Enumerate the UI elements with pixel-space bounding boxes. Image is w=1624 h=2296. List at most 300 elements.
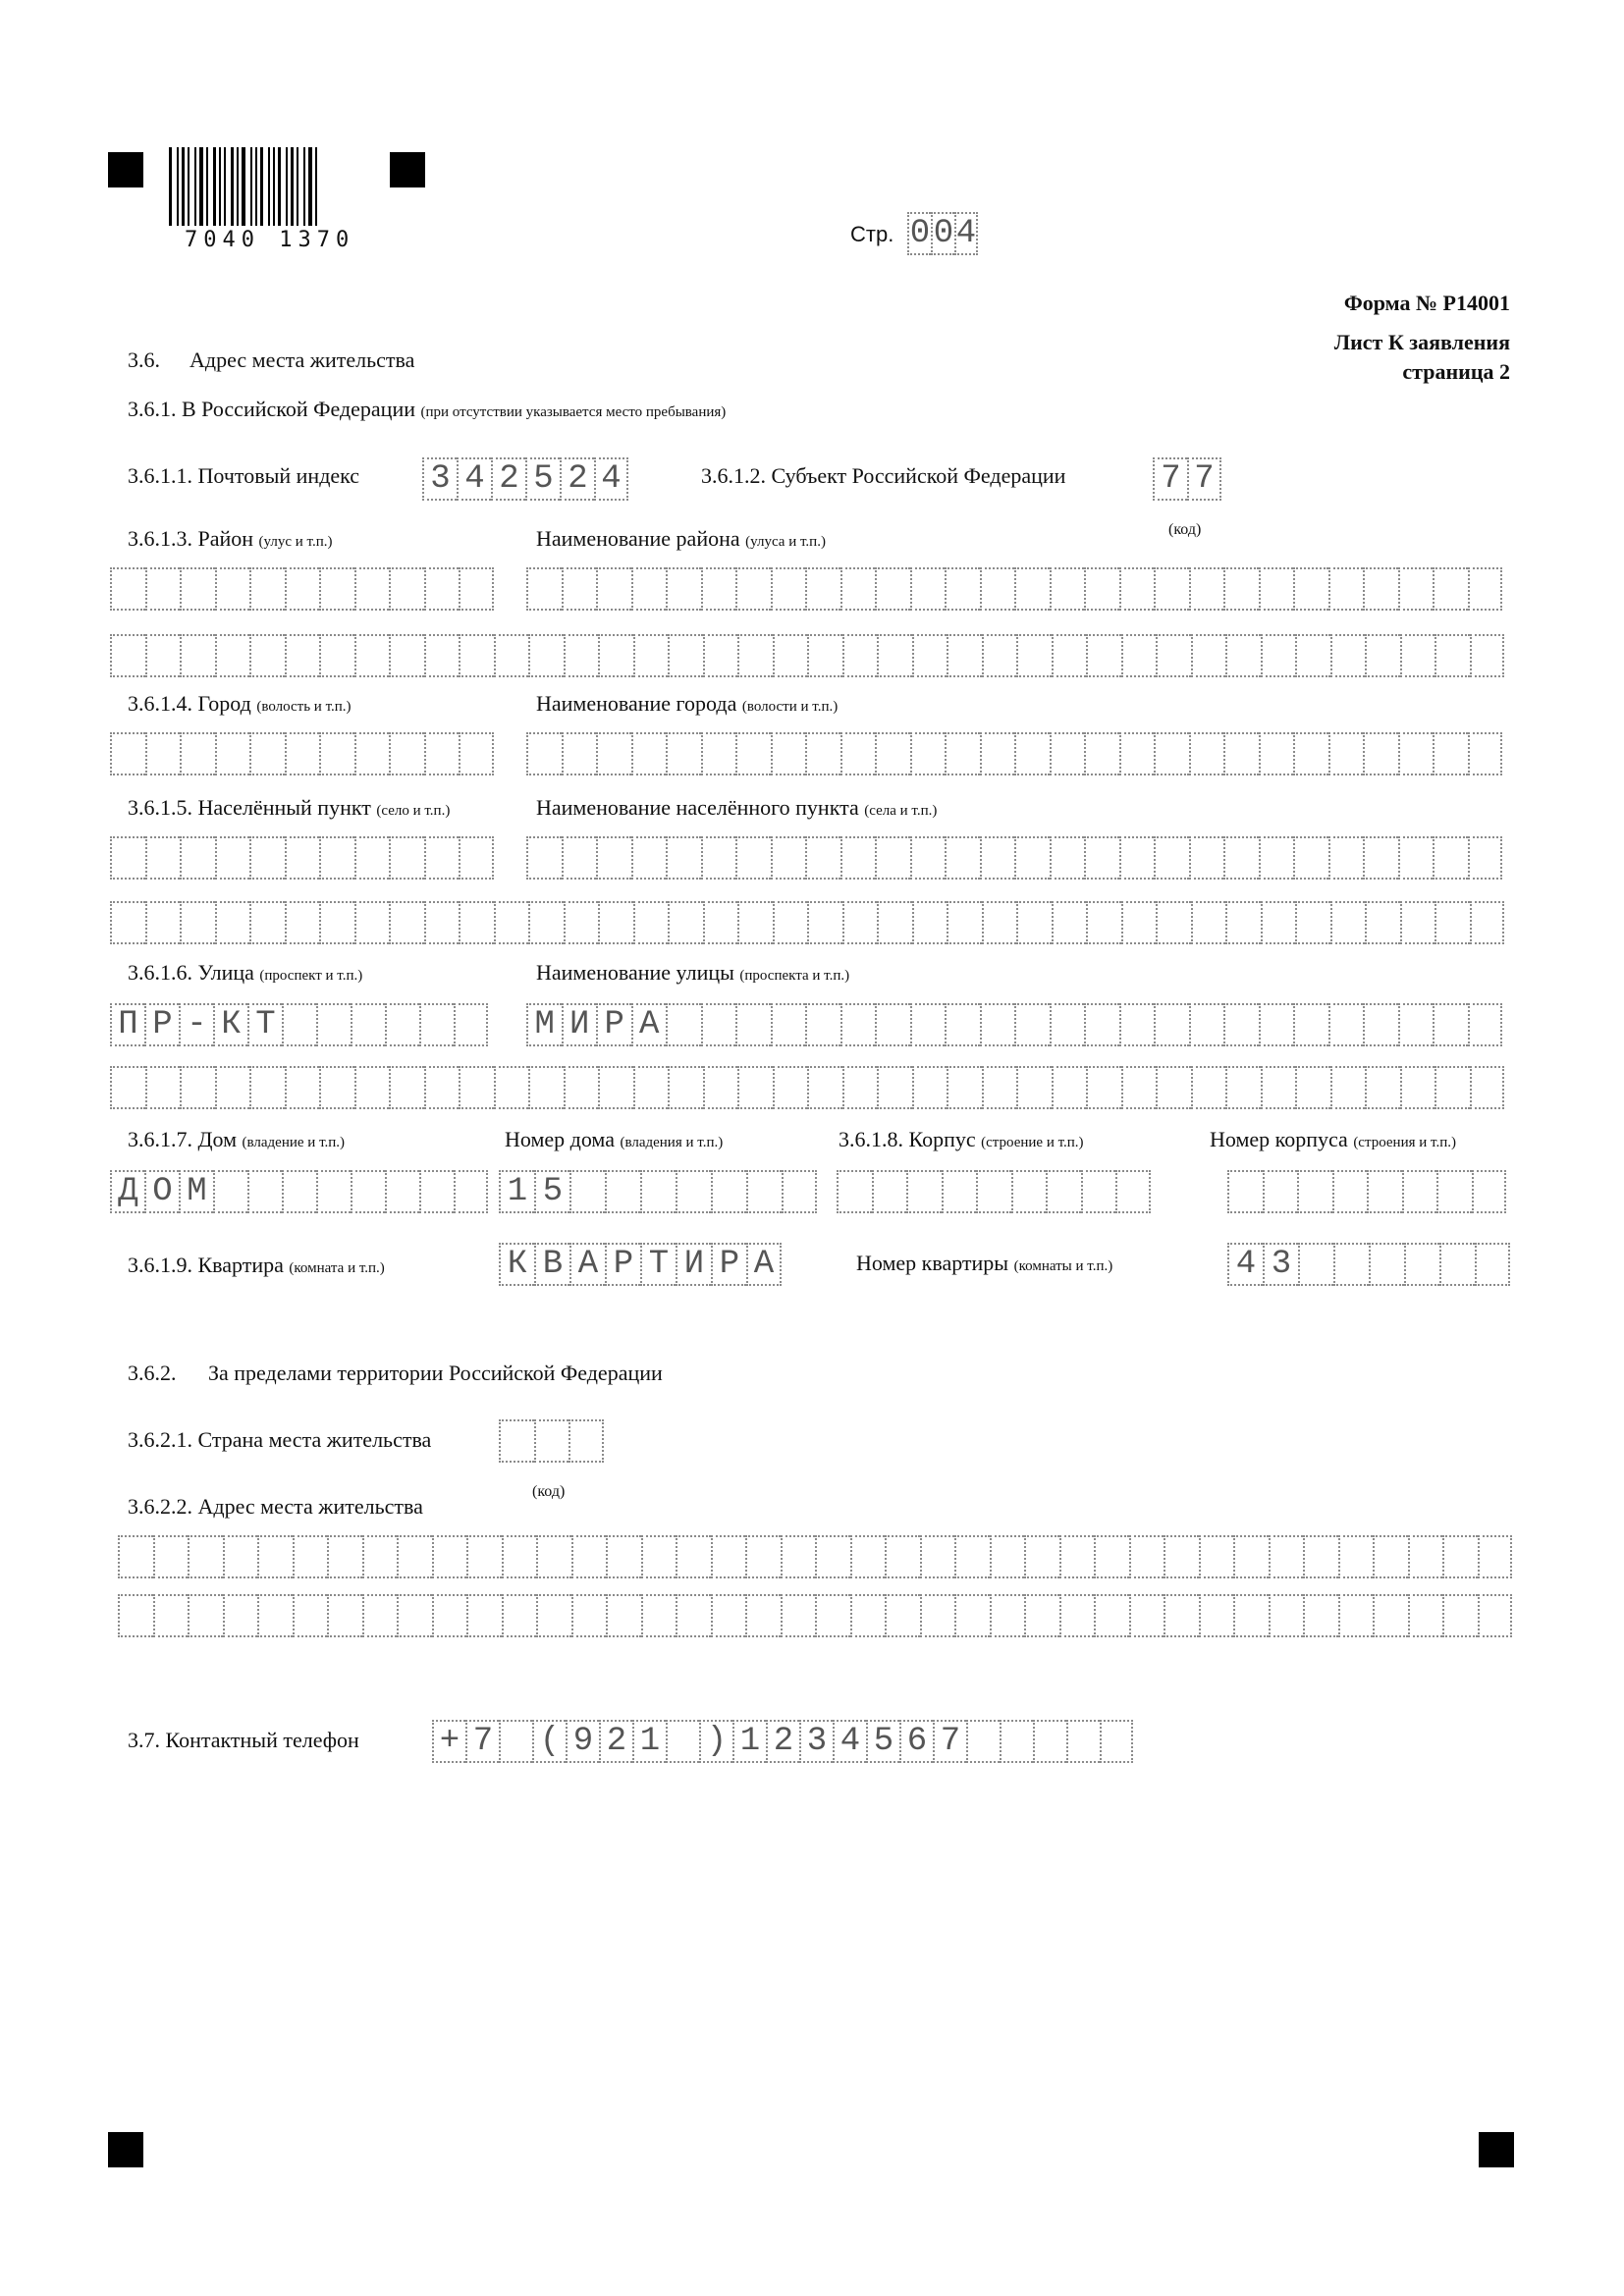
char-cell[interactable] — [1189, 567, 1224, 611]
char-cell[interactable] — [1024, 1535, 1059, 1578]
char-cell[interactable] — [534, 1419, 569, 1463]
locality-name-cells-row2[interactable] — [110, 901, 1504, 944]
char-cell[interactable] — [942, 1170, 977, 1213]
char-cell[interactable] — [1052, 1066, 1087, 1109]
char-cell[interactable] — [910, 732, 946, 775]
char-cell[interactable] — [735, 1003, 771, 1046]
char-cell[interactable]: К — [213, 1003, 247, 1046]
char-cell[interactable]: 5 — [866, 1720, 899, 1763]
district-name-cells[interactable] — [526, 567, 1502, 611]
char-cell[interactable] — [354, 1066, 390, 1109]
char-cell[interactable] — [633, 1066, 669, 1109]
char-cell[interactable] — [1398, 567, 1434, 611]
char-cell[interactable] — [526, 732, 562, 775]
char-cell[interactable] — [257, 1535, 293, 1578]
char-cell[interactable] — [1442, 1535, 1478, 1578]
char-cell[interactable] — [362, 1594, 398, 1637]
char-cell[interactable] — [1472, 1170, 1507, 1213]
char-cell[interactable] — [711, 1594, 746, 1637]
char-cell[interactable] — [215, 567, 250, 611]
char-cell[interactable] — [676, 1594, 711, 1637]
char-cell[interactable] — [1225, 901, 1261, 944]
char-cell[interactable] — [668, 1066, 703, 1109]
char-cell[interactable] — [564, 1066, 599, 1109]
char-cell[interactable] — [293, 1535, 328, 1578]
char-cell[interactable] — [771, 567, 806, 611]
char-cell[interactable]: 3 — [799, 1720, 833, 1763]
char-cell[interactable] — [701, 732, 736, 775]
char-cell[interactable] — [1269, 1535, 1304, 1578]
char-cell[interactable] — [701, 836, 736, 880]
char-cell[interactable] — [982, 634, 1017, 677]
char-cell[interactable] — [247, 1170, 282, 1213]
char-cell[interactable] — [110, 634, 145, 677]
char-cell[interactable] — [180, 567, 215, 611]
char-cell[interactable]: Т — [247, 1003, 282, 1046]
char-cell[interactable] — [1164, 1594, 1199, 1637]
char-cell[interactable] — [773, 1066, 808, 1109]
char-cell[interactable] — [397, 1594, 432, 1637]
char-cell[interactable] — [805, 567, 840, 611]
char-cell[interactable] — [528, 634, 564, 677]
char-cell[interactable] — [1016, 1066, 1052, 1109]
char-cell[interactable] — [598, 901, 633, 944]
char-cell[interactable] — [737, 1066, 773, 1109]
char-cell[interactable] — [1154, 567, 1189, 611]
char-cell[interactable]: + — [432, 1720, 465, 1763]
char-cell[interactable] — [872, 1170, 907, 1213]
char-cell[interactable] — [1404, 1243, 1439, 1286]
char-cell[interactable] — [805, 1003, 840, 1046]
char-cell[interactable] — [1338, 1535, 1374, 1578]
char-cell[interactable] — [145, 567, 181, 611]
char-cell[interactable] — [459, 836, 494, 880]
char-cell[interactable] — [1363, 567, 1398, 611]
char-cell[interactable] — [1400, 901, 1435, 944]
flat-type-cells[interactable] — [499, 1243, 782, 1286]
char-cell[interactable]: 3 — [1263, 1243, 1298, 1286]
char-cell[interactable]: А — [631, 1003, 667, 1046]
char-cell[interactable] — [1199, 1594, 1234, 1637]
flat-number-cells[interactable] — [1227, 1243, 1510, 1286]
char-cell[interactable] — [606, 1594, 641, 1637]
char-cell[interactable] — [1119, 836, 1155, 880]
char-cell[interactable] — [875, 567, 910, 611]
char-cell[interactable] — [1261, 901, 1296, 944]
char-cell[interactable] — [1303, 1535, 1338, 1578]
char-cell[interactable] — [285, 634, 320, 677]
char-cell[interactable] — [110, 1066, 145, 1109]
char-cell[interactable] — [494, 1066, 529, 1109]
char-cell[interactable] — [1050, 567, 1085, 611]
char-cell[interactable]: 7 — [1153, 457, 1187, 501]
char-cell[interactable] — [526, 567, 562, 611]
char-cell[interactable] — [980, 732, 1015, 775]
korpus-number-cells[interactable] — [1227, 1170, 1506, 1213]
char-cell[interactable] — [568, 1419, 604, 1463]
char-cell[interactable] — [319, 1066, 354, 1109]
char-cell[interactable] — [1261, 1066, 1296, 1109]
char-cell[interactable] — [1373, 1594, 1408, 1637]
char-cell[interactable] — [1225, 1066, 1261, 1109]
house-type-cells[interactable] — [110, 1170, 488, 1213]
char-cell[interactable] — [1050, 836, 1085, 880]
char-cell[interactable] — [1191, 634, 1226, 677]
char-cell[interactable] — [1295, 901, 1330, 944]
char-cell[interactable]: 1 — [499, 1170, 534, 1213]
char-cell[interactable] — [1052, 901, 1087, 944]
char-cell[interactable] — [1435, 901, 1470, 944]
char-cell[interactable] — [319, 634, 354, 677]
char-cell[interactable]: Р — [711, 1243, 746, 1286]
char-cell[interactable] — [385, 1170, 419, 1213]
korpus-type-cells[interactable] — [837, 1170, 1151, 1213]
char-cell[interactable] — [1332, 1170, 1368, 1213]
char-cell[interactable] — [1269, 1594, 1304, 1637]
char-cell[interactable] — [745, 1535, 781, 1578]
char-cell[interactable] — [1121, 634, 1157, 677]
char-cell[interactable]: 2 — [560, 457, 594, 501]
char-cell[interactable] — [1191, 901, 1226, 944]
char-cell[interactable] — [145, 1066, 181, 1109]
char-cell[interactable] — [1433, 836, 1468, 880]
char-cell[interactable] — [676, 1170, 711, 1213]
char-cell[interactable] — [1338, 1594, 1374, 1637]
char-cell[interactable] — [424, 1066, 460, 1109]
char-cell[interactable] — [1293, 1003, 1328, 1046]
char-cell[interactable] — [954, 1535, 990, 1578]
char-cell[interactable] — [840, 567, 876, 611]
char-cell[interactable] — [1084, 1003, 1119, 1046]
char-cell[interactable] — [666, 836, 701, 880]
char-cell[interactable] — [153, 1594, 189, 1637]
char-cell[interactable] — [1154, 1003, 1189, 1046]
country-code-cells[interactable] — [499, 1419, 604, 1463]
char-cell[interactable] — [633, 901, 669, 944]
char-cell[interactable] — [528, 901, 564, 944]
char-cell[interactable] — [502, 1594, 537, 1637]
char-cell[interactable] — [1189, 1003, 1224, 1046]
char-cell[interactable] — [1261, 634, 1296, 677]
char-cell[interactable] — [502, 1535, 537, 1578]
char-cell[interactable] — [424, 836, 460, 880]
char-cell[interactable] — [1156, 1066, 1191, 1109]
char-cell[interactable] — [454, 1003, 488, 1046]
char-cell[interactable] — [188, 1535, 223, 1578]
char-cell[interactable] — [598, 1066, 633, 1109]
char-cell[interactable] — [1094, 1594, 1129, 1637]
char-cell[interactable] — [424, 567, 460, 611]
char-cell[interactable]: 2 — [766, 1720, 799, 1763]
char-cell[interactable] — [1121, 1066, 1157, 1109]
char-cell[interactable]: 1 — [732, 1720, 766, 1763]
char-cell[interactable]: 4 — [833, 1720, 866, 1763]
char-cell[interactable] — [528, 1066, 564, 1109]
char-cell[interactable] — [494, 634, 529, 677]
char-cell[interactable] — [1233, 1594, 1269, 1637]
char-cell[interactable]: К — [499, 1243, 534, 1286]
char-cell[interactable] — [875, 1003, 910, 1046]
char-cell[interactable] — [737, 901, 773, 944]
char-cell[interactable] — [596, 567, 631, 611]
char-cell[interactable] — [1094, 1535, 1129, 1578]
char-cell[interactable] — [1129, 1535, 1164, 1578]
char-cell[interactable] — [596, 732, 631, 775]
char-cell[interactable] — [118, 1535, 153, 1578]
char-cell[interactable]: О — [144, 1170, 179, 1213]
char-cell[interactable] — [180, 1066, 215, 1109]
char-cell[interactable] — [459, 1066, 494, 1109]
char-cell[interactable]: 4 — [954, 212, 978, 255]
char-cell[interactable] — [745, 1594, 781, 1637]
char-cell[interactable] — [249, 567, 285, 611]
char-cell[interactable] — [668, 901, 703, 944]
char-cell[interactable] — [1330, 901, 1366, 944]
char-cell[interactable] — [1468, 567, 1503, 611]
char-cell[interactable] — [1470, 1066, 1505, 1109]
char-cell[interactable] — [1199, 1535, 1234, 1578]
char-cell[interactable] — [1295, 634, 1330, 677]
char-cell[interactable]: Р — [144, 1003, 179, 1046]
char-cell[interactable] — [110, 901, 145, 944]
char-cell[interactable] — [432, 1594, 467, 1637]
char-cell[interactable] — [285, 901, 320, 944]
char-cell[interactable] — [1433, 1003, 1468, 1046]
char-cell[interactable] — [424, 901, 460, 944]
char-cell[interactable] — [1400, 634, 1435, 677]
char-cell[interactable] — [466, 1594, 502, 1637]
char-cell[interactable] — [703, 1066, 738, 1109]
char-cell[interactable] — [1154, 732, 1189, 775]
char-cell[interactable] — [1119, 567, 1155, 611]
char-cell[interactable] — [1081, 1170, 1116, 1213]
char-cell[interactable] — [1293, 732, 1328, 775]
char-cell[interactable] — [1363, 1003, 1398, 1046]
char-cell[interactable] — [1298, 1243, 1333, 1286]
char-cell[interactable] — [735, 732, 771, 775]
char-cell[interactable] — [711, 1535, 746, 1578]
char-cell[interactable] — [1402, 1170, 1437, 1213]
char-cell[interactable] — [351, 1003, 385, 1046]
char-cell[interactable] — [982, 1066, 1017, 1109]
char-cell[interactable] — [494, 901, 529, 944]
char-cell[interactable] — [362, 1535, 398, 1578]
char-cell[interactable] — [666, 567, 701, 611]
char-cell[interactable] — [215, 732, 250, 775]
char-cell[interactable]: П — [110, 1003, 144, 1046]
char-cell[interactable] — [327, 1535, 362, 1578]
char-cell[interactable] — [976, 1170, 1011, 1213]
char-cell[interactable] — [596, 836, 631, 880]
char-cell[interactable] — [676, 1535, 711, 1578]
char-cell[interactable]: М — [526, 1003, 562, 1046]
char-cell[interactable]: 4 — [457, 457, 491, 501]
char-cell[interactable] — [215, 901, 250, 944]
char-cell[interactable] — [1024, 1594, 1059, 1637]
char-cell[interactable] — [666, 732, 701, 775]
char-cell[interactable] — [885, 1535, 920, 1578]
char-cell[interactable] — [1084, 567, 1119, 611]
city-type-cells[interactable] — [110, 732, 494, 775]
char-cell[interactable] — [1433, 732, 1468, 775]
char-cell[interactable]: 7 — [1187, 457, 1221, 501]
char-cell[interactable] — [215, 634, 250, 677]
char-cell[interactable] — [805, 836, 840, 880]
char-cell[interactable]: Д — [110, 1170, 144, 1213]
char-cell[interactable] — [351, 1170, 385, 1213]
char-cell[interactable] — [1121, 901, 1157, 944]
char-cell[interactable] — [1328, 567, 1364, 611]
char-cell[interactable] — [805, 732, 840, 775]
char-cell[interactable] — [1408, 1535, 1443, 1578]
char-cell[interactable] — [397, 1535, 432, 1578]
char-cell[interactable] — [118, 1594, 153, 1637]
char-cell[interactable] — [920, 1535, 955, 1578]
city-name-cells[interactable] — [526, 732, 1502, 775]
char-cell[interactable] — [1468, 1003, 1503, 1046]
char-cell[interactable] — [1363, 732, 1398, 775]
char-cell[interactable] — [1367, 1170, 1402, 1213]
char-cell[interactable] — [807, 901, 842, 944]
char-cell[interactable] — [223, 1594, 258, 1637]
district-name-cells-row2[interactable] — [110, 634, 1504, 677]
char-cell[interactable] — [1086, 901, 1121, 944]
char-cell[interactable] — [980, 836, 1015, 880]
char-cell[interactable] — [354, 732, 390, 775]
char-cell[interactable] — [1435, 634, 1470, 677]
char-cell[interactable] — [781, 1535, 816, 1578]
char-cell[interactable] — [877, 901, 912, 944]
char-cell[interactable] — [249, 1066, 285, 1109]
char-cell[interactable] — [1050, 1003, 1085, 1046]
char-cell[interactable] — [771, 1003, 806, 1046]
char-cell[interactable] — [773, 634, 808, 677]
char-cell[interactable] — [293, 1594, 328, 1637]
char-cell[interactable] — [1014, 1003, 1050, 1046]
char-cell[interactable] — [564, 634, 599, 677]
char-cell[interactable] — [1436, 1170, 1472, 1213]
char-cell[interactable] — [1011, 1170, 1047, 1213]
char-cell[interactable] — [419, 1003, 454, 1046]
char-cell[interactable] — [1478, 1535, 1513, 1578]
char-cell[interactable] — [668, 634, 703, 677]
char-cell[interactable]: 5 — [534, 1170, 569, 1213]
char-cell[interactable] — [1363, 836, 1398, 880]
char-cell[interactable] — [666, 1720, 699, 1763]
char-cell[interactable] — [1365, 634, 1400, 677]
char-cell[interactable] — [1365, 1066, 1400, 1109]
char-cell[interactable] — [526, 836, 562, 880]
char-cell[interactable] — [571, 1594, 607, 1637]
char-cell[interactable] — [877, 1066, 912, 1109]
char-cell[interactable] — [499, 1419, 534, 1463]
char-cell[interactable]: 6 — [899, 1720, 933, 1763]
char-cell[interactable] — [145, 634, 181, 677]
char-cell[interactable] — [1189, 836, 1224, 880]
house-number-cells[interactable] — [499, 1170, 817, 1213]
char-cell[interactable] — [837, 1170, 872, 1213]
char-cell[interactable] — [703, 634, 738, 677]
char-cell[interactable] — [1086, 1066, 1121, 1109]
char-cell[interactable] — [807, 1066, 842, 1109]
char-cell[interactable] — [920, 1594, 955, 1637]
char-cell[interactable] — [1259, 567, 1294, 611]
char-cell[interactable] — [701, 1003, 736, 1046]
char-cell[interactable] — [945, 567, 980, 611]
char-cell[interactable] — [605, 1170, 640, 1213]
char-cell[interactable] — [1303, 1594, 1338, 1637]
char-cell[interactable] — [641, 1594, 677, 1637]
char-cell[interactable] — [1129, 1594, 1164, 1637]
char-cell[interactable] — [910, 567, 946, 611]
char-cell[interactable] — [110, 732, 145, 775]
char-cell[interactable] — [571, 1535, 607, 1578]
char-cell[interactable] — [1435, 1066, 1470, 1109]
char-cell[interactable] — [910, 1003, 946, 1046]
char-cell[interactable]: 3 — [422, 457, 457, 501]
char-cell[interactable] — [1478, 1594, 1513, 1637]
char-cell[interactable]: 2 — [599, 1720, 632, 1763]
char-cell[interactable] — [1014, 836, 1050, 880]
char-cell[interactable] — [1293, 567, 1328, 611]
district-type-cells[interactable] — [110, 567, 494, 611]
char-cell[interactable] — [1156, 901, 1191, 944]
char-cell[interactable]: 1 — [632, 1720, 666, 1763]
char-cell[interactable] — [1223, 732, 1259, 775]
char-cell[interactable] — [1470, 901, 1505, 944]
char-cell[interactable] — [982, 901, 1017, 944]
char-cell[interactable] — [1259, 732, 1294, 775]
char-cell[interactable] — [389, 901, 424, 944]
char-cell[interactable] — [735, 567, 771, 611]
char-cell[interactable] — [1328, 836, 1364, 880]
char-cell[interactable]: 7 — [465, 1720, 499, 1763]
char-cell[interactable] — [1398, 836, 1434, 880]
char-cell[interactable] — [781, 1594, 816, 1637]
char-cell[interactable] — [1100, 1720, 1133, 1763]
char-cell[interactable] — [354, 567, 390, 611]
char-cell[interactable] — [569, 1170, 605, 1213]
char-cell[interactable] — [1330, 634, 1366, 677]
char-cell[interactable] — [424, 732, 460, 775]
char-cell[interactable] — [1373, 1535, 1408, 1578]
char-cell[interactable] — [1365, 901, 1400, 944]
char-cell[interactable] — [562, 836, 597, 880]
char-cell[interactable] — [249, 901, 285, 944]
char-cell[interactable] — [773, 901, 808, 944]
char-cell[interactable] — [1000, 1720, 1033, 1763]
char-cell[interactable] — [389, 836, 424, 880]
char-cell[interactable] — [1328, 1003, 1364, 1046]
char-cell[interactable] — [947, 1066, 982, 1109]
char-cell[interactable] — [1295, 1066, 1330, 1109]
char-cell[interactable] — [385, 1003, 419, 1046]
char-cell[interactable] — [840, 732, 876, 775]
char-cell[interactable] — [319, 836, 354, 880]
char-cell[interactable] — [180, 901, 215, 944]
char-cell[interactable] — [1433, 567, 1468, 611]
char-cell[interactable] — [110, 567, 145, 611]
char-cell[interactable] — [282, 1003, 316, 1046]
char-cell[interactable] — [966, 1720, 1000, 1763]
char-cell[interactable] — [815, 1594, 850, 1637]
char-cell[interactable] — [1115, 1170, 1151, 1213]
char-cell[interactable] — [1119, 1003, 1155, 1046]
char-cell[interactable] — [536, 1594, 571, 1637]
char-cell[interactable] — [631, 732, 667, 775]
char-cell[interactable] — [249, 732, 285, 775]
char-cell[interactable]: 9 — [566, 1720, 599, 1763]
